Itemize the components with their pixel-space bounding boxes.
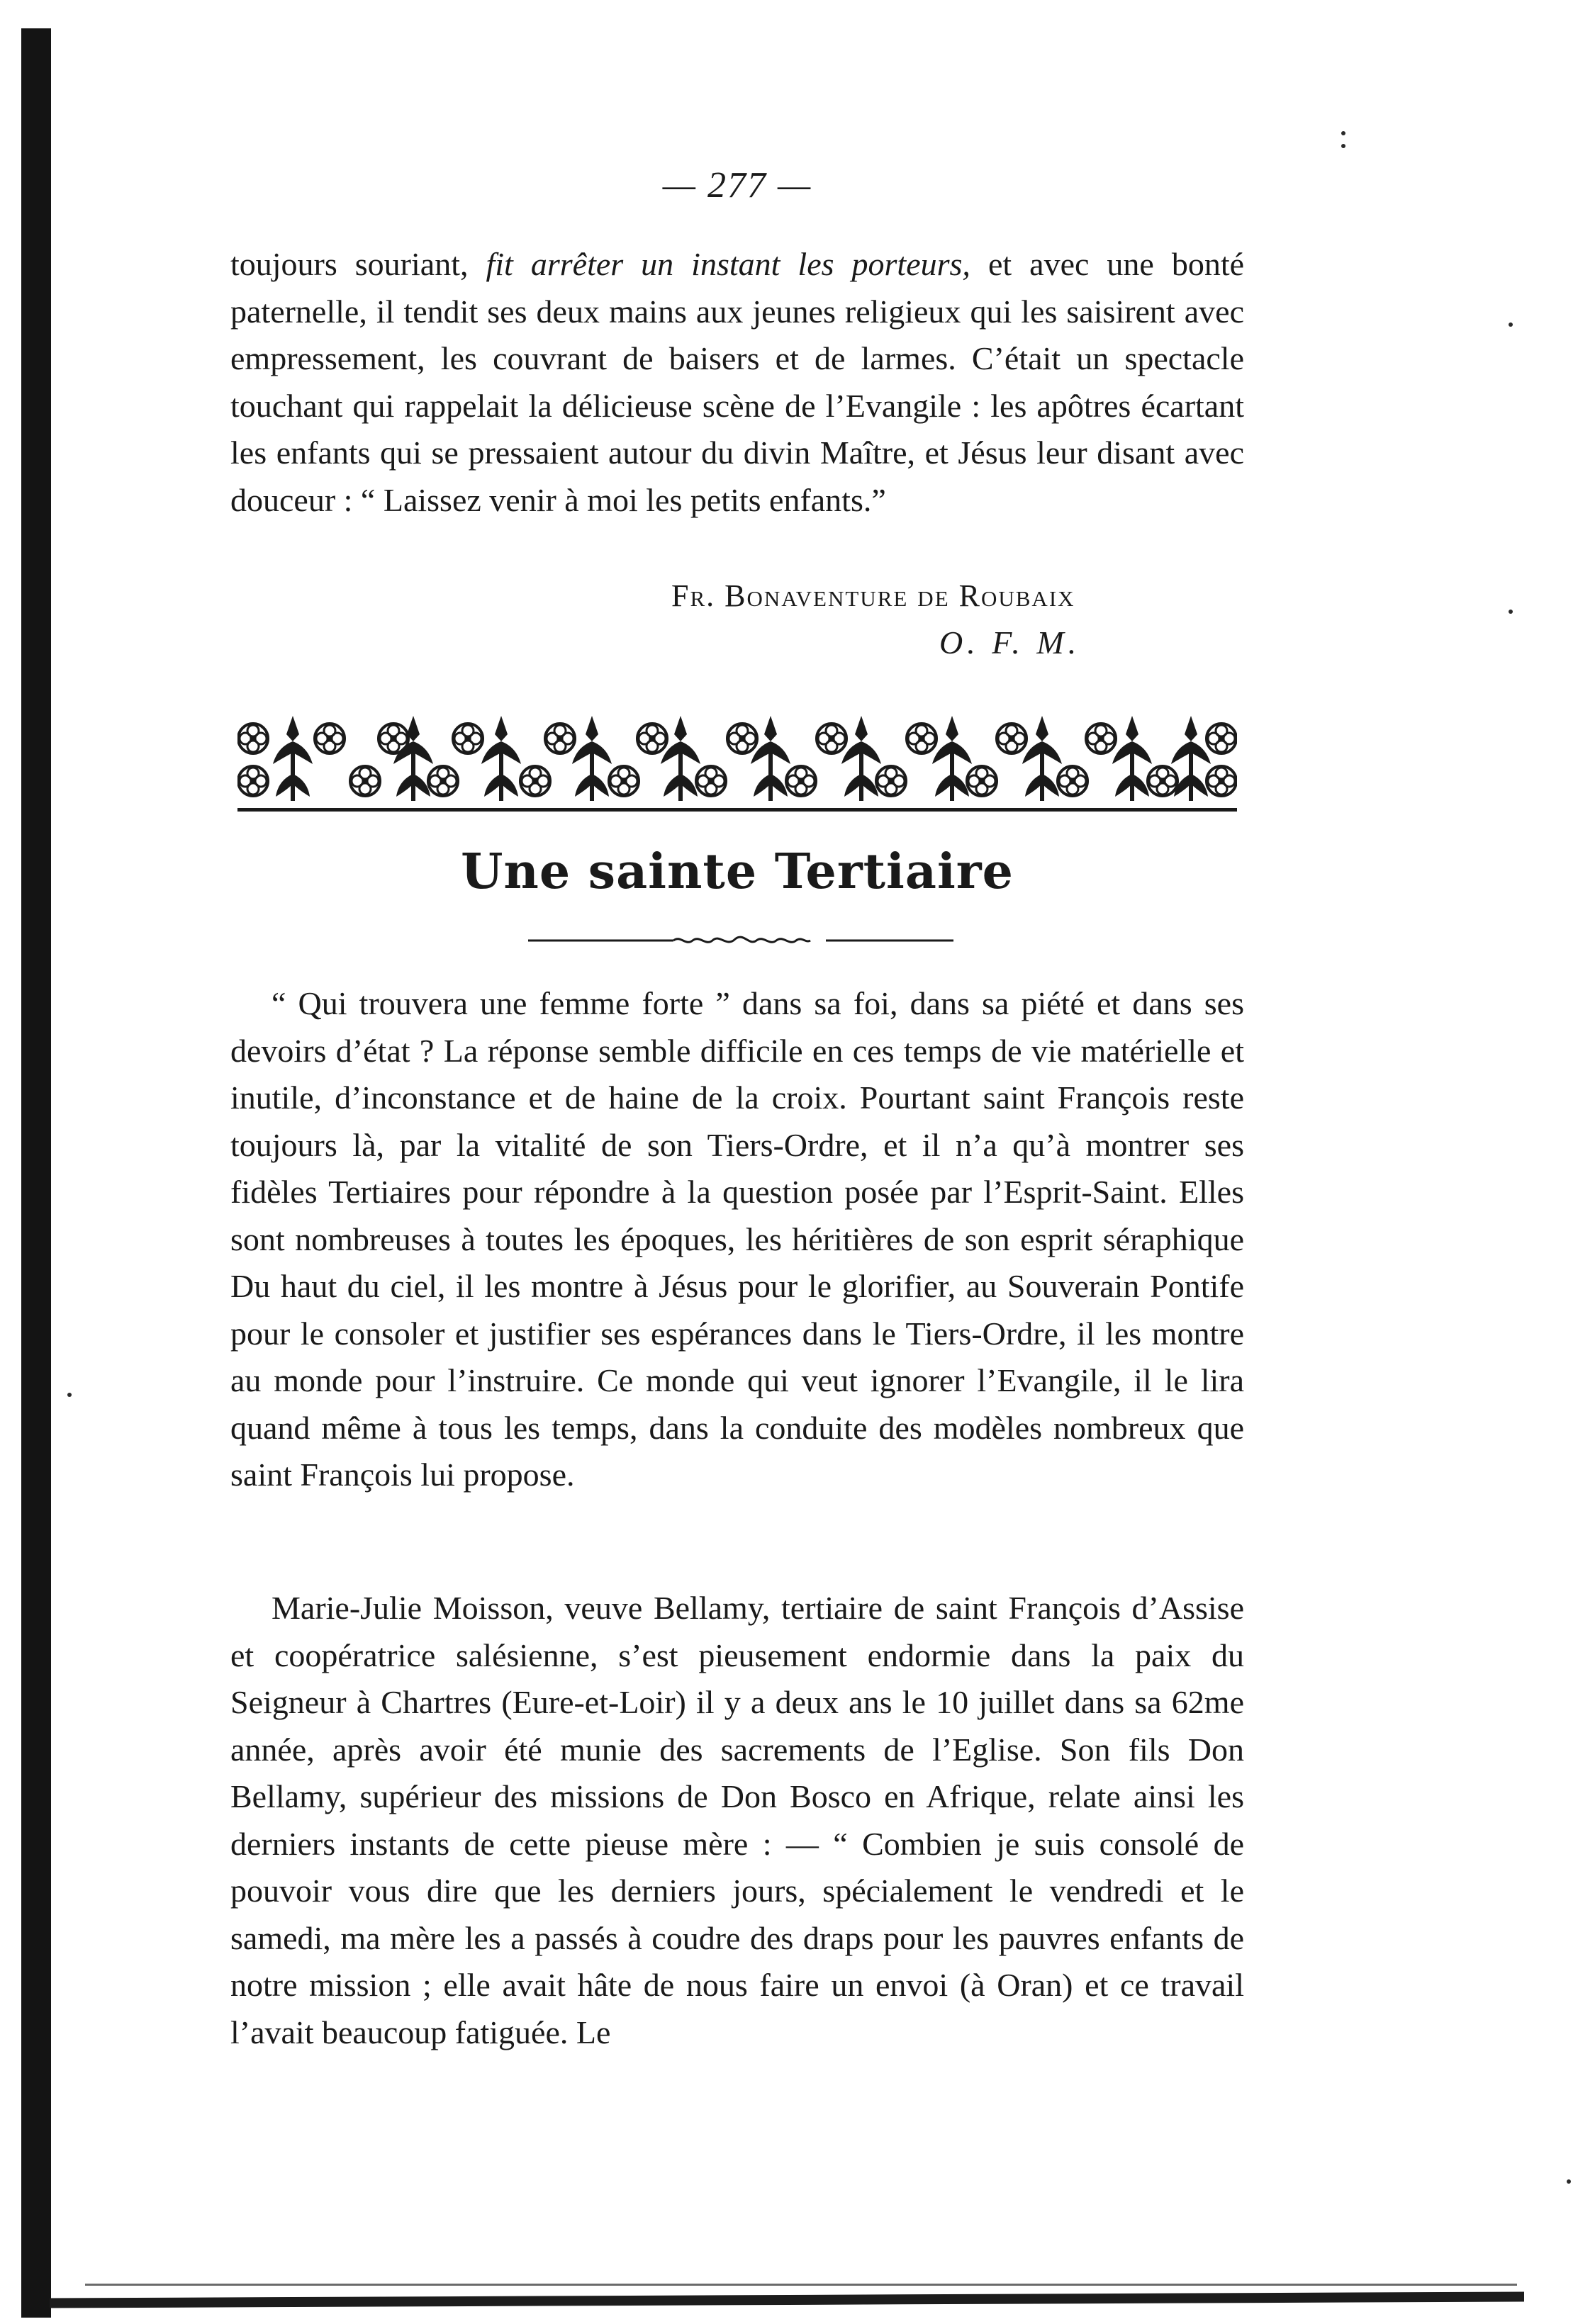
rosette-icon: [453, 724, 483, 753]
rosette-icon: [907, 724, 936, 753]
lily-icon: [751, 716, 790, 801]
rosette-icon: [1058, 766, 1087, 796]
continuation-text-start: toujours souriant,: [230, 246, 469, 282]
lily-icon: [841, 716, 881, 801]
title-swash-rule: [528, 925, 953, 953]
rosette-icon: [786, 766, 816, 796]
scan-border-left: [21, 28, 51, 2318]
lily-icon: [932, 716, 972, 801]
lily-icon: [661, 716, 700, 801]
scan-speck: [1341, 131, 1345, 135]
rosette-icon: [637, 724, 667, 753]
rosette-icon: [817, 724, 846, 753]
article-paragraph: “ Qui trouvera une femme forte ” dans sa foi, dans sa piété et dans ses devoirs d’état ? La réponse semble difficile en ces temps de vie matérielle et inutile, d’inconstance et de haine de la croix. Pourtant saint François reste toujours là, par la vitalité de son Tiers-Ordre, et il n’a qu’à montrer ses fidèles Tertiaires pour répondre à la question posée par l’Esprit-Saint. Elles sont nombreuses à toutes les époques, les héritières de son esprit séraphique Du haut du ciel, il les montre à Jésus pour le glorifier, au Souverain Pontife pour le consoler et justifier ses espérances dans le Tiers-Ordre, il les montre au monde pour l’instruire. Ce monde qui veut ignorer l’Evangile, il le lira quand même à tous les temps, dans la conduite des modèles nombreux que saint François lui propose.: [230, 985, 1244, 1493]
rosette-icon: [238, 766, 268, 796]
scan-speck: [1509, 322, 1513, 327]
rosette-icon: [520, 766, 550, 796]
continuation-text-end: et avec une bonté paternelle, il tendit ses deux mains aux jeunes religieux qui les saisirent avec empressement, les couvrant de baisers et de larmes. C’était un spectacle touchant qui rappelait la délicieuse scène de l’Evangile : les apôtres écartant les enfants qui se pressaient autour du divin Maître, et Jésus leur disant avec douceur : “ Laissez venir à moi les petits enfants.”: [230, 246, 1245, 518]
continuation-paragraph: [230, 241, 1244, 524]
lily-icon: [1171, 716, 1211, 801]
rosette-icon: [997, 724, 1026, 753]
page-number: — 277 —: [662, 165, 812, 206]
continuation-italic-text: fit arrêter un instant les porteurs,: [486, 246, 970, 282]
rosette-icon: [727, 724, 757, 753]
page: [230, 0, 1244, 2324]
signature-author: Fr. Bonaventure de Roubaix: [671, 578, 1075, 613]
lily-icon: [572, 716, 612, 801]
scan-speck: [1341, 144, 1345, 148]
rosette-icon: [428, 766, 458, 796]
rosette-icon: [1086, 724, 1116, 753]
rosette-icon: [545, 724, 575, 753]
scan-speck: [1509, 610, 1513, 614]
rosette-icon: [1207, 766, 1236, 796]
rosette-icon: [1148, 766, 1177, 796]
lily-icon: [273, 716, 313, 801]
floral-ornament-band: [237, 709, 1237, 812]
article-paragraph: Marie-Julie Moisson, veuve Bellamy, tertiaire de saint François d’Assise et coopératrice salésienne, s’est pieusement endormie dans la paix du Seigneur à Chartres (Eure-et-Loir) il y a deux ans le 10 juillet dans sa 62me année, après avoir été munie des sacrements de l’Eglise. Son fils Don Bellamy, supérieur des missions de Don Bosco en Afrique, relate ainsi les derniers instants de cette pieuse mère : — “ Combien je suis consolé de pouvoir vous dire que les derniers jours, spécialement le vendredi et le samedi, ma mère les a passés à coudre des draps pour les pauvres enfants de notre mission ; elle avait hâte de nous faire un envoi (à Oran) et ce travail l’avait beaucoup fatiguée. Le: [230, 1590, 1244, 2050]
signature-order: O. F. M.: [939, 624, 1081, 661]
lily-icon: [1022, 716, 1062, 801]
rosette-icon: [238, 724, 268, 753]
scan-speck: [67, 1393, 72, 1397]
lily-icon: [1112, 716, 1152, 801]
rosette-icon: [876, 766, 906, 796]
rosette-icon: [967, 766, 997, 796]
article-title: Une sainte Tertiaire: [461, 843, 1014, 900]
rosette-icon: [350, 766, 380, 796]
rosette-icon: [609, 766, 639, 796]
rosette-icon: [696, 766, 726, 796]
lily-icon: [481, 716, 521, 801]
scan-speck: [1567, 2179, 1571, 2184]
rosette-icon: [315, 724, 345, 753]
rosette-icon: [1207, 724, 1236, 753]
